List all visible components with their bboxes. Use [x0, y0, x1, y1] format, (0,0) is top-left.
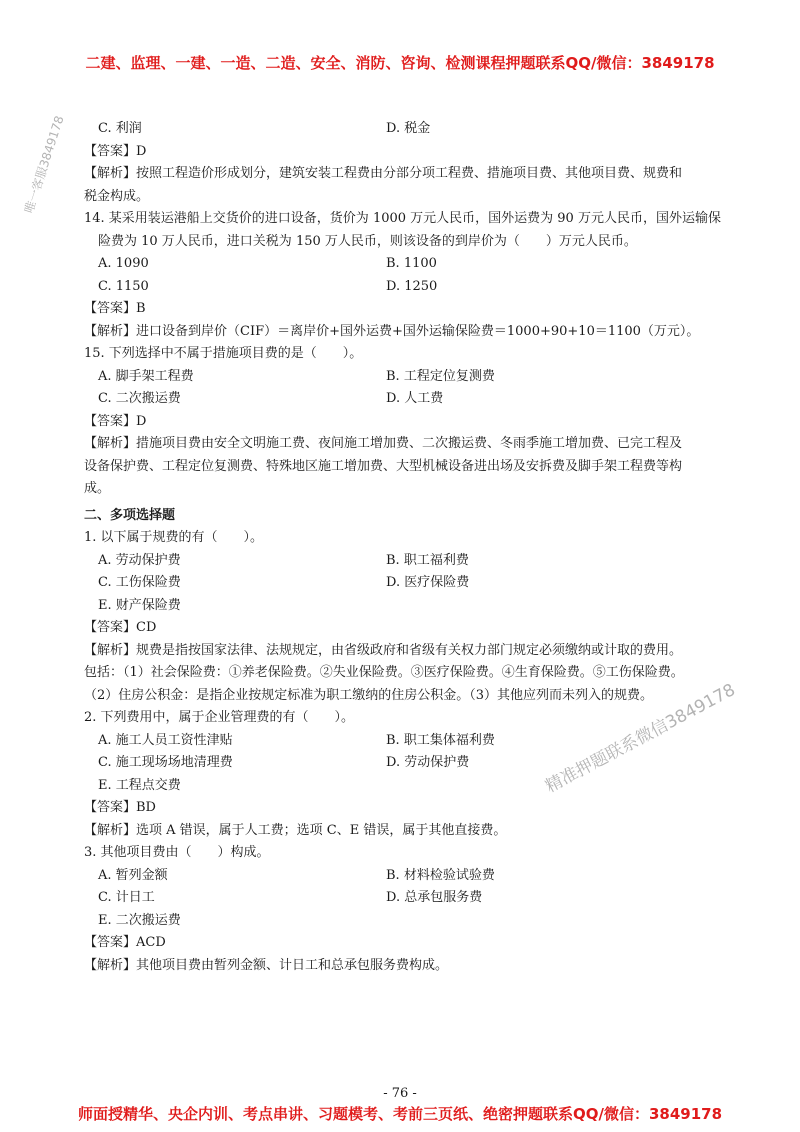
option-e: E. 工程点交费	[98, 777, 181, 793]
option-a: A. 暂列金额	[98, 867, 168, 883]
option-d: D. 医疗保险费	[386, 575, 470, 590]
footer-banner: 师面授精华、央企内训、考点串讲、习题模考、考前三页纸、绝密押题联系QQ/微信：3849178	[77, 1105, 723, 1123]
option-c: C. 二次搬运费	[98, 391, 181, 406]
header-banner: 二建、监理、一建、一造、二造、安全、消防、咨询、检测课程押题联系QQ/微信：3849178	[85, 54, 715, 72]
watermark-left: 唯一客服3849178	[21, 114, 67, 215]
page-content	[84, 118, 724, 977]
option-row	[84, 253, 724, 276]
option-c: C. 工伤保险费	[98, 575, 181, 590]
answer-line: 【答案】D	[84, 413, 147, 429]
analysis-line: （2）住房公积金：是指企业按规定标准为职工缴纳的住房公积金。（3）其他应列而未列入的规费。	[84, 687, 654, 703]
question-stem: 15. 下列选择中不属于措施项目费的是（ ）。	[84, 346, 363, 361]
question-stem: 3. 其他项目费由（ ）构成。	[84, 845, 270, 860]
option-d: D. 1250	[386, 278, 438, 294]
option-row	[84, 550, 724, 573]
option-a: A. 1090	[98, 256, 149, 271]
question-stem: 2. 下列费用中，属于企业管理费的有（ ）。	[84, 710, 355, 725]
question-stem: 14. 某采用装运港船上交货价的进口设备，货价为 1000 万元人民币，国外运费为 90 万元人民币，国外运输保	[84, 211, 721, 226]
option-d: D. 劳动保护费	[386, 755, 470, 770]
option-c: C. 利润	[98, 121, 142, 136]
answer-line: 【答案】B	[84, 301, 146, 316]
option-b: B. 职工福利费	[386, 552, 469, 568]
analysis-line: 包括：（1）社会保险费：①养老保险费。②失业保险费。③医疗保险费。④生育保险费。⑤工伤保险费。	[84, 665, 684, 680]
option-row	[84, 388, 724, 411]
question-stem: 险费为 10 万人民币，进口关税为 150 万人民币，则该设备的到岸价为（ ）万元人民币。	[98, 233, 637, 249]
option-row	[84, 366, 724, 389]
section-heading: 二、多项选择题	[84, 507, 176, 523]
watermark-right: 精准押题联系微信3849178	[542, 680, 739, 798]
option-c: C. 1150	[98, 278, 149, 294]
analysis-line: 【解析】按照工程造价形成划分，建筑安装工程费由分部分项工程费、措施项目费、其他项目费、规费和	[84, 166, 683, 181]
question-stem: 1. 以下属于规费的有（ ）。	[84, 530, 264, 545]
option-row	[84, 887, 724, 910]
analysis-line: 设备保护费、工程定位复测费、特殊地区施工增加费、大型机械设备进出场及安拆费及脚手架工程费等构	[84, 458, 683, 474]
option-e: E. 财产保险费	[98, 597, 181, 613]
option-b: B. 职工集体福利费	[386, 732, 495, 748]
option-e: E. 二次搬运费	[98, 912, 181, 928]
option-row	[84, 865, 724, 888]
option-d: D. 人工费	[386, 391, 444, 406]
option-c: C. 计日工	[98, 890, 155, 905]
option-row	[84, 730, 724, 753]
option-row	[84, 118, 724, 141]
option-c: C. 施工现场场地清理费	[98, 755, 233, 770]
answer-line: 【答案】D	[84, 143, 147, 159]
analysis-line: 【解析】进口设备到岸价（CIF）＝离岸价+国外运费+国外运输保险费＝1000+90+10＝1100（万元）。	[84, 323, 700, 339]
option-d: D. 税金	[386, 121, 431, 136]
option-b: B. 工程定位复测费	[386, 368, 495, 384]
analysis-line: 【解析】规费是指按国家法律、法规规定，由省级政府和省级有关权力部门规定必须缴纳或计取的费用。	[84, 642, 683, 658]
option-b: B. 材料检验试验费	[386, 867, 495, 883]
analysis-line: 【解析】措施项目费由安全文明施工费、夜间施工增加费、二次搬运费、冬雨季施工增加费、已完工程及	[84, 436, 683, 451]
analysis-line: 【解析】其他项目费由暂列金额、计日工和总承包服务费构成。	[84, 957, 449, 973]
option-b: B. 1100	[386, 256, 437, 271]
option-row	[84, 276, 724, 299]
analysis-line: 成。	[84, 481, 111, 496]
analysis-line: 税金构成。	[84, 188, 150, 204]
option-row	[84, 572, 724, 595]
option-a: A. 脚手架工程费	[98, 368, 194, 384]
option-a: A. 施工人员工资性津贴	[98, 732, 233, 748]
option-a: A. 劳动保护费	[98, 552, 181, 568]
option-d: D. 总承包服务费	[386, 890, 483, 905]
analysis-line: 【解析】选项 A 错误，属于人工费；选项 C、E 错误，属于其他直接费。	[84, 822, 507, 838]
answer-line: 【答案】ACD	[84, 935, 166, 950]
option-row	[84, 752, 724, 775]
answer-line: 【答案】CD	[84, 620, 157, 635]
answer-line: 【答案】BD	[84, 800, 156, 815]
page-number: - 76 -	[383, 1086, 417, 1101]
